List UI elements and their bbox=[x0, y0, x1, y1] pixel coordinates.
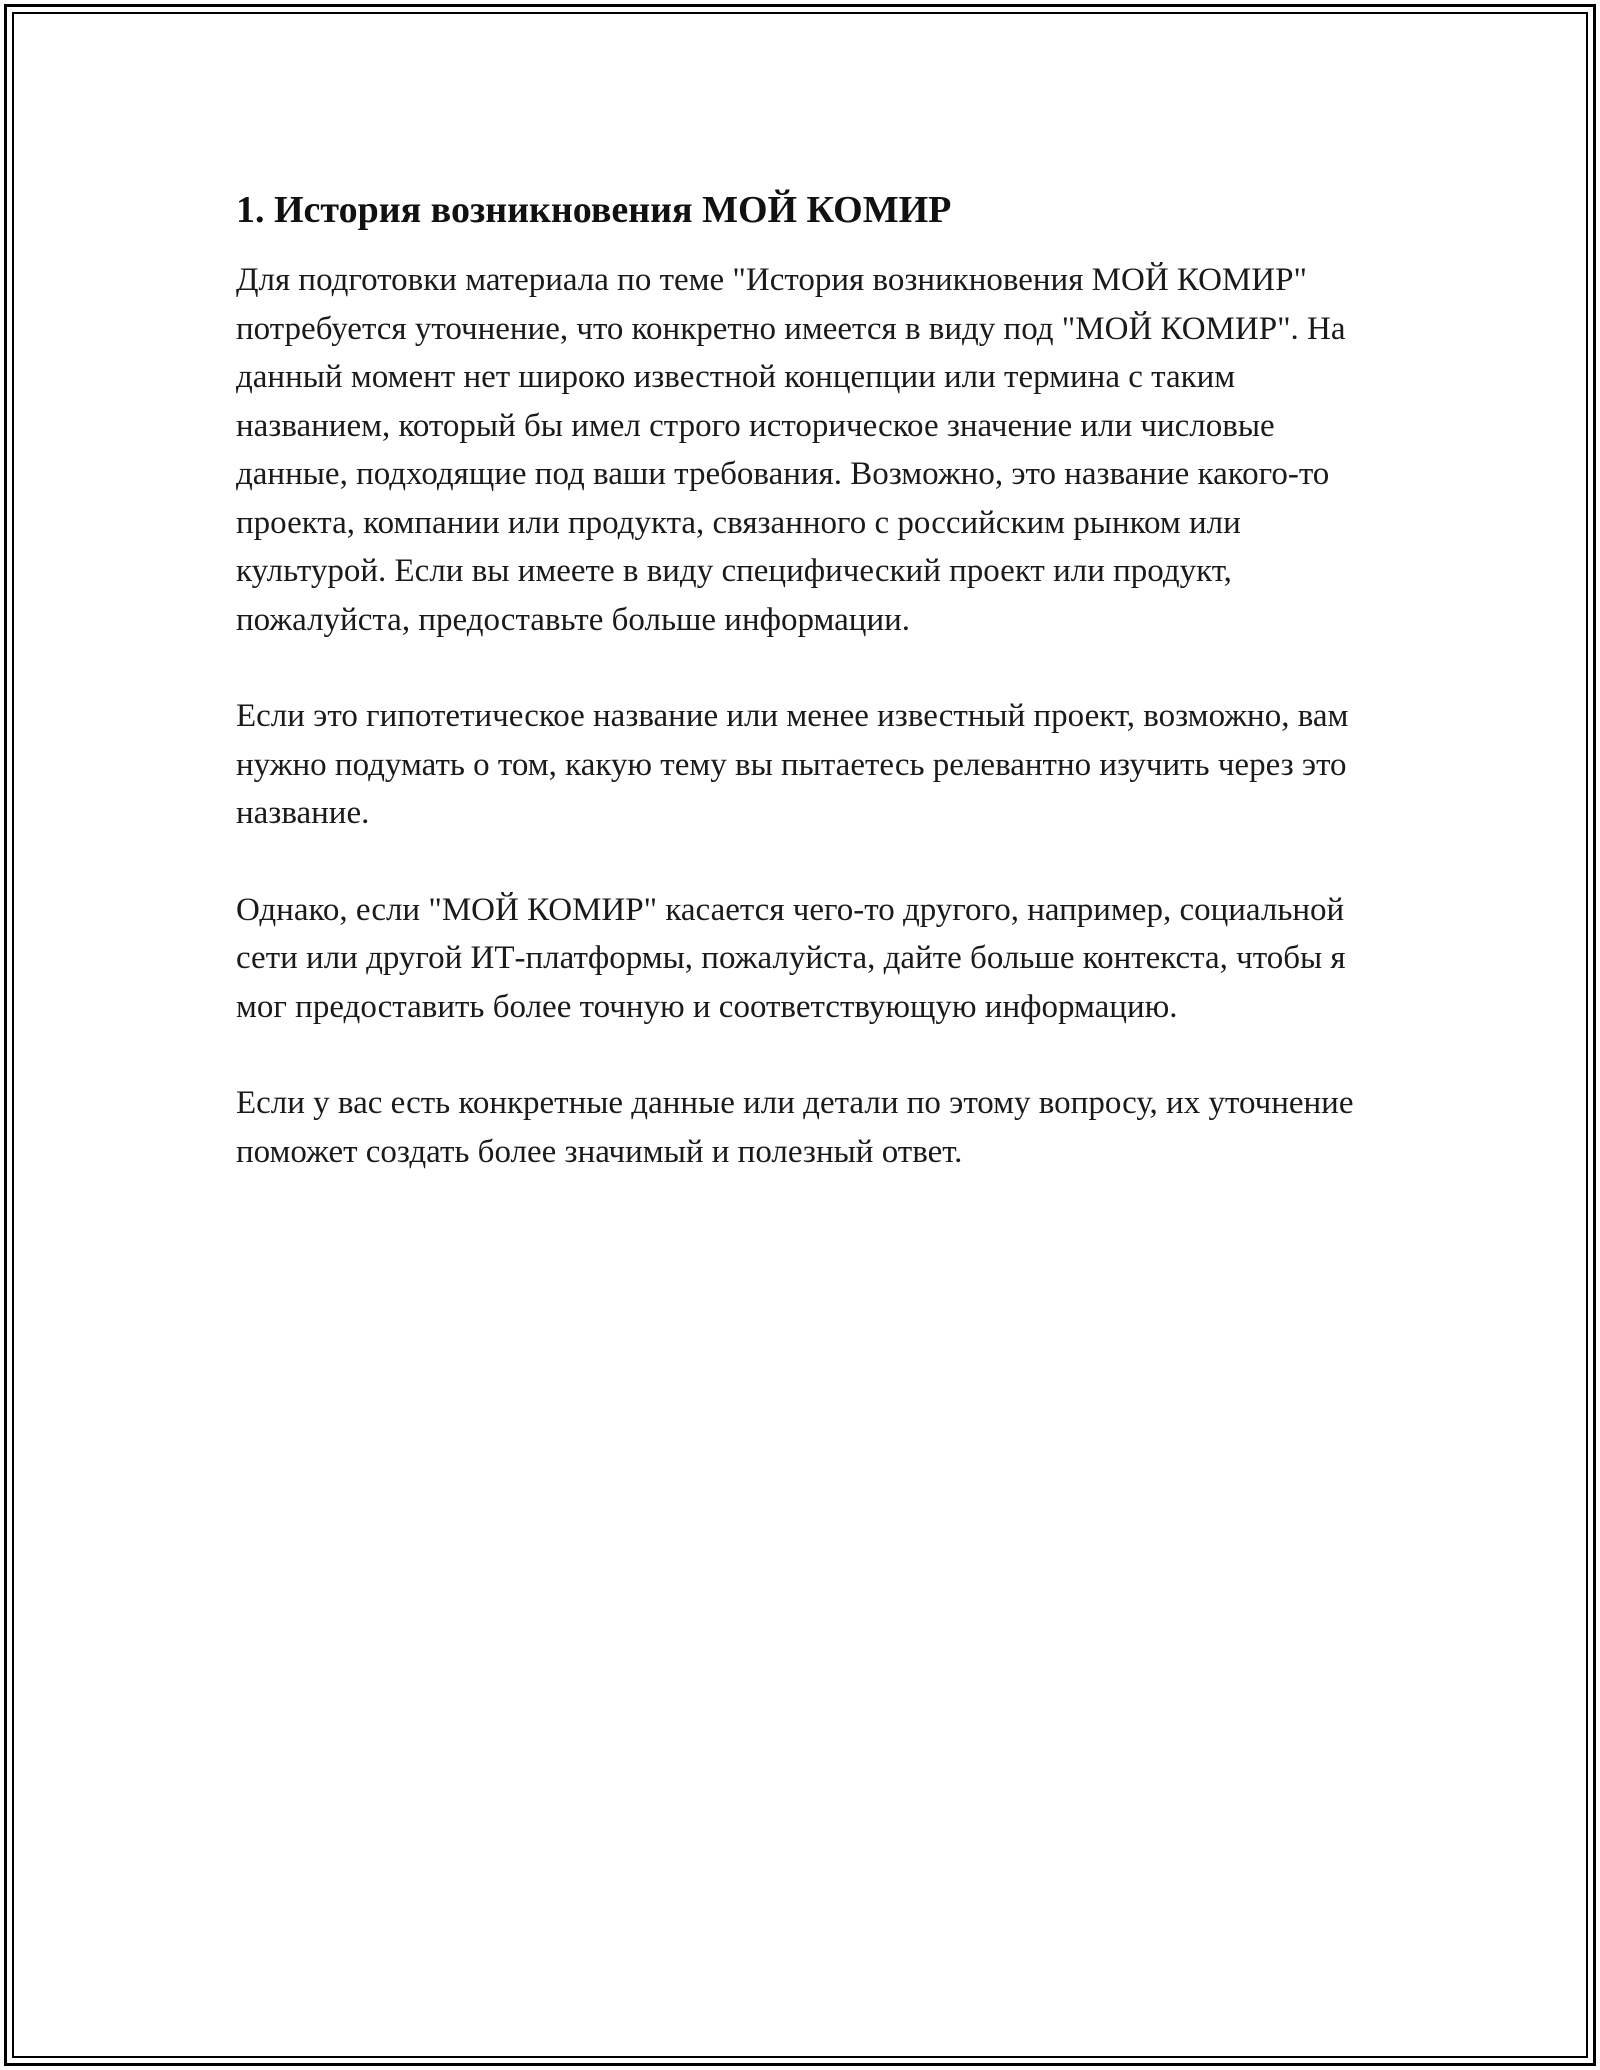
paragraph-2: Если это гипотетическое название или менее известный проект, возможно, вам нужно подумать о том, какую тему вы пытаетесь релевантно изучить через это название. bbox=[236, 698, 1349, 831]
paragraph-3: Однако, если "МОЙ КОМИР" касается чего-то другого, например, социальной сети или другой ИТ-платформы, пожалуйста, дайте больше контекста, чтобы я мог предоставить более точную и соответствующую информацию. bbox=[236, 891, 1346, 1025]
document-body bbox=[236, 186, 1386, 1224]
paragraph-1: Для подготовки материала по теме "История возникновения МОЙ КОМИР" потребуется уточнение, что конкретно имеется в виду под "МОЙ КОМИР". На данный момент нет широко известной концепции или термина с таким названием, который бы имел строго историческое значение или числовые данные, подходящие под ваши требования. Возможно, это название какого-то проекта, компании или продукта, связанного с российским рынком или культурой. Если вы имеете в виду специфический проект или продукт, пожалуйста, предоставьте больше информации. bbox=[236, 262, 1346, 638]
paragraph-4: Если у вас есть конкретные данные или детали по этому вопросу, их уточнение поможет создать более значимый и полезный ответ. bbox=[236, 1085, 1354, 1170]
section-title: 1. История возникновения МОЙ КОМИР bbox=[236, 189, 952, 231]
